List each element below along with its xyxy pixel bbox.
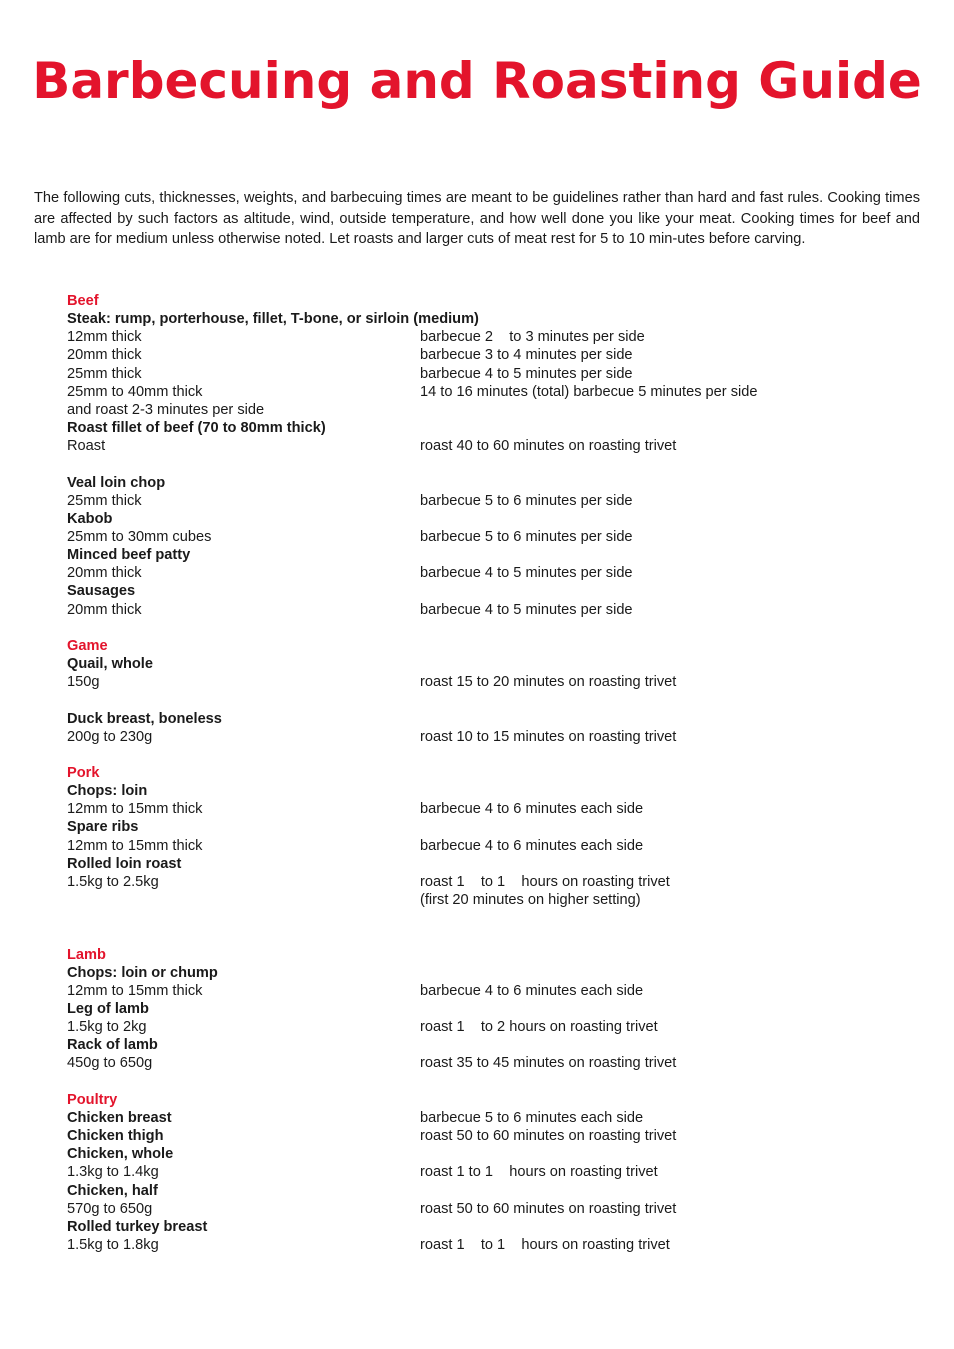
time-cell: barbecue 5 to 6 minutes per side — [420, 529, 633, 546]
guide-row — [67, 528, 867, 546]
time-cell: barbecue 4 to 6 minutes each side — [420, 837, 644, 854]
section-heading-pork: Pork — [67, 765, 100, 781]
time-cell: barbecue 4 to 6 minutes each side — [420, 801, 644, 818]
time-cell: roast 50 to 60 minutes on roasting trivet — [420, 1200, 677, 1217]
size-cell: 12mm to 15mm thick — [67, 982, 203, 999]
item-steak: Steak: rump, porterhouse, fillet, T-bone, or sirloin (medium) — [67, 311, 479, 328]
section-heading-poultry: Poultry — [67, 1091, 118, 1108]
guide-row — [67, 800, 867, 818]
guide-row — [67, 365, 867, 383]
item-rolled-turkey-breast: Rolled turkey breast — [67, 1218, 208, 1235]
item-lamb-chops: Chops: loin or chump — [67, 964, 218, 981]
time-cell: barbecue 4 to 5 minutes per side — [420, 601, 633, 618]
item-chicken-half: Chicken, half — [67, 1182, 158, 1199]
time-cell: roast 1 to 1 hours on roasting trivet — [420, 1164, 658, 1181]
guide-row — [67, 1054, 867, 1072]
item-pork-chops: Chops: loin — [67, 783, 148, 800]
size-cell: 25mm thick — [67, 365, 142, 382]
guide-row — [67, 728, 867, 746]
section-heading-game: Game — [67, 637, 108, 654]
section-heading-beef: Beef — [67, 293, 99, 309]
time-cell: roast 40 to 60 minutes on roasting trivet — [420, 438, 677, 455]
guide-row — [67, 982, 867, 1000]
item-chicken-whole: Chicken, whole — [67, 1146, 174, 1163]
section-heading-lamb: Lamb — [67, 946, 106, 963]
guide-row — [67, 492, 867, 510]
size-cell: 20mm thick — [67, 601, 142, 618]
guide-row — [67, 873, 867, 891]
item-veal-loin-chop: Veal loin chop — [67, 474, 166, 491]
size-cell: 200g to 230g — [67, 728, 153, 745]
time-cell: roast 35 to 45 minutes on roasting trivet — [420, 1055, 677, 1072]
time-cell: barbecue 5 to 6 minutes per side — [420, 492, 633, 509]
guide-row — [67, 401, 867, 419]
size-cell: 12mm to 15mm thick — [67, 837, 203, 854]
item-chicken-thigh: Chicken thigh — [67, 1128, 164, 1145]
size-cell: 12mm thick — [67, 329, 142, 346]
size-cell: 1.3kg to 1.4kg — [67, 1164, 159, 1181]
guide-row — [67, 891, 867, 909]
time-cell: (first 20 minutes on higher setting) — [420, 892, 641, 909]
size-cell: 150g — [67, 674, 100, 691]
item-roast-fillet: Roast fillet of beef (70 to 80mm thick) — [67, 420, 326, 437]
guide-row — [67, 437, 867, 455]
time-cell: barbecue 3 to 4 minutes per side — [420, 347, 633, 364]
guide-row — [67, 1018, 867, 1036]
size-cell: 25mm to 30mm cubes — [67, 529, 212, 546]
intro-paragraph: The following cuts, thicknesses, weights, and barbecuing times are meant to be guidelines rather than hard and fast rules. Cooking times are affected by such factors as altitude, wind, outside temperature, and how well done you like your meat. Cooking times for beef and lamb are for medium unless otherwise noted. Let roasts and larger cuts of meat rest for 5 to 10 min-utes before carving. — [34, 190, 920, 248]
size-cell: 20mm thick — [67, 565, 142, 582]
size-cell: 25mm to 40mm thick — [67, 383, 203, 400]
guide-row — [67, 346, 867, 364]
guide-row — [67, 1236, 867, 1254]
size-cell: 570g to 650g — [67, 1200, 153, 1217]
item-quail: Quail, whole — [67, 656, 153, 673]
item-kabob: Kabob — [67, 510, 113, 527]
guide-row — [67, 328, 867, 346]
size-cell: 1.5kg to 1.8kg — [67, 1237, 159, 1254]
guide-row — [67, 1109, 867, 1127]
guide-row — [67, 837, 867, 855]
guide-row — [67, 673, 867, 691]
item-spare-ribs: Spare ribs — [67, 819, 139, 836]
time-cell: barbecue 2 to 3 minutes per side — [420, 329, 645, 346]
time-cell: roast 10 to 15 minutes on roasting trivet — [420, 728, 677, 745]
time-cell: 14 to 16 minutes (total) barbecue 5 minutes per side — [420, 383, 758, 400]
time-cell: barbecue 4 to 6 minutes each side — [420, 982, 644, 999]
time-cell: roast 50 to 60 minutes on roasting trivet — [420, 1128, 677, 1145]
item-rack-of-lamb: Rack of lamb — [67, 1037, 158, 1054]
item-rolled-loin-roast: Rolled loin roast — [67, 855, 182, 872]
time-cell: roast 1 to 1 hours on roasting trivet — [420, 873, 670, 890]
time-cell: roast 1 to 1 hours on roasting trivet — [420, 1237, 670, 1254]
cooking-guide — [67, 292, 867, 1254]
size-cell: 450g to 650g — [67, 1055, 153, 1072]
size-cell: 20mm thick — [67, 347, 142, 364]
size-cell: 25mm thick — [67, 492, 142, 509]
size-cell: and roast 2-3 minutes per side — [67, 401, 265, 418]
size-cell: 1.5kg to 2.5kg — [67, 873, 159, 890]
guide-row — [67, 1127, 867, 1145]
guide-row — [67, 383, 867, 401]
time-cell: barbecue 5 to 6 minutes each side — [420, 1109, 644, 1126]
time-cell: roast 1 to 2 hours on roasting trivet — [420, 1019, 658, 1036]
page-title: Barbecuing and Roasting Guide — [32, 52, 922, 110]
time-cell: barbecue 4 to 5 minutes per side — [420, 565, 633, 582]
time-cell: barbecue 4 to 5 minutes per side — [420, 365, 633, 382]
time-cell: roast 15 to 20 minutes on roasting trivet — [420, 674, 677, 691]
guide-row — [67, 564, 867, 582]
item-minced-beef-patty: Minced beef patty — [67, 547, 191, 564]
guide-row — [67, 1163, 867, 1181]
size-cell: 12mm to 15mm thick — [67, 801, 203, 818]
size-cell: Roast — [67, 438, 106, 455]
item-sausages: Sausages — [67, 583, 136, 600]
guide-row — [67, 601, 867, 619]
guide-row — [67, 1200, 867, 1218]
item-chicken-breast: Chicken breast — [67, 1109, 172, 1126]
item-duck-breast: Duck breast, boneless — [67, 710, 222, 727]
item-leg-of-lamb: Leg of lamb — [67, 1001, 149, 1017]
size-cell: 1.5kg to 2kg — [67, 1019, 147, 1036]
